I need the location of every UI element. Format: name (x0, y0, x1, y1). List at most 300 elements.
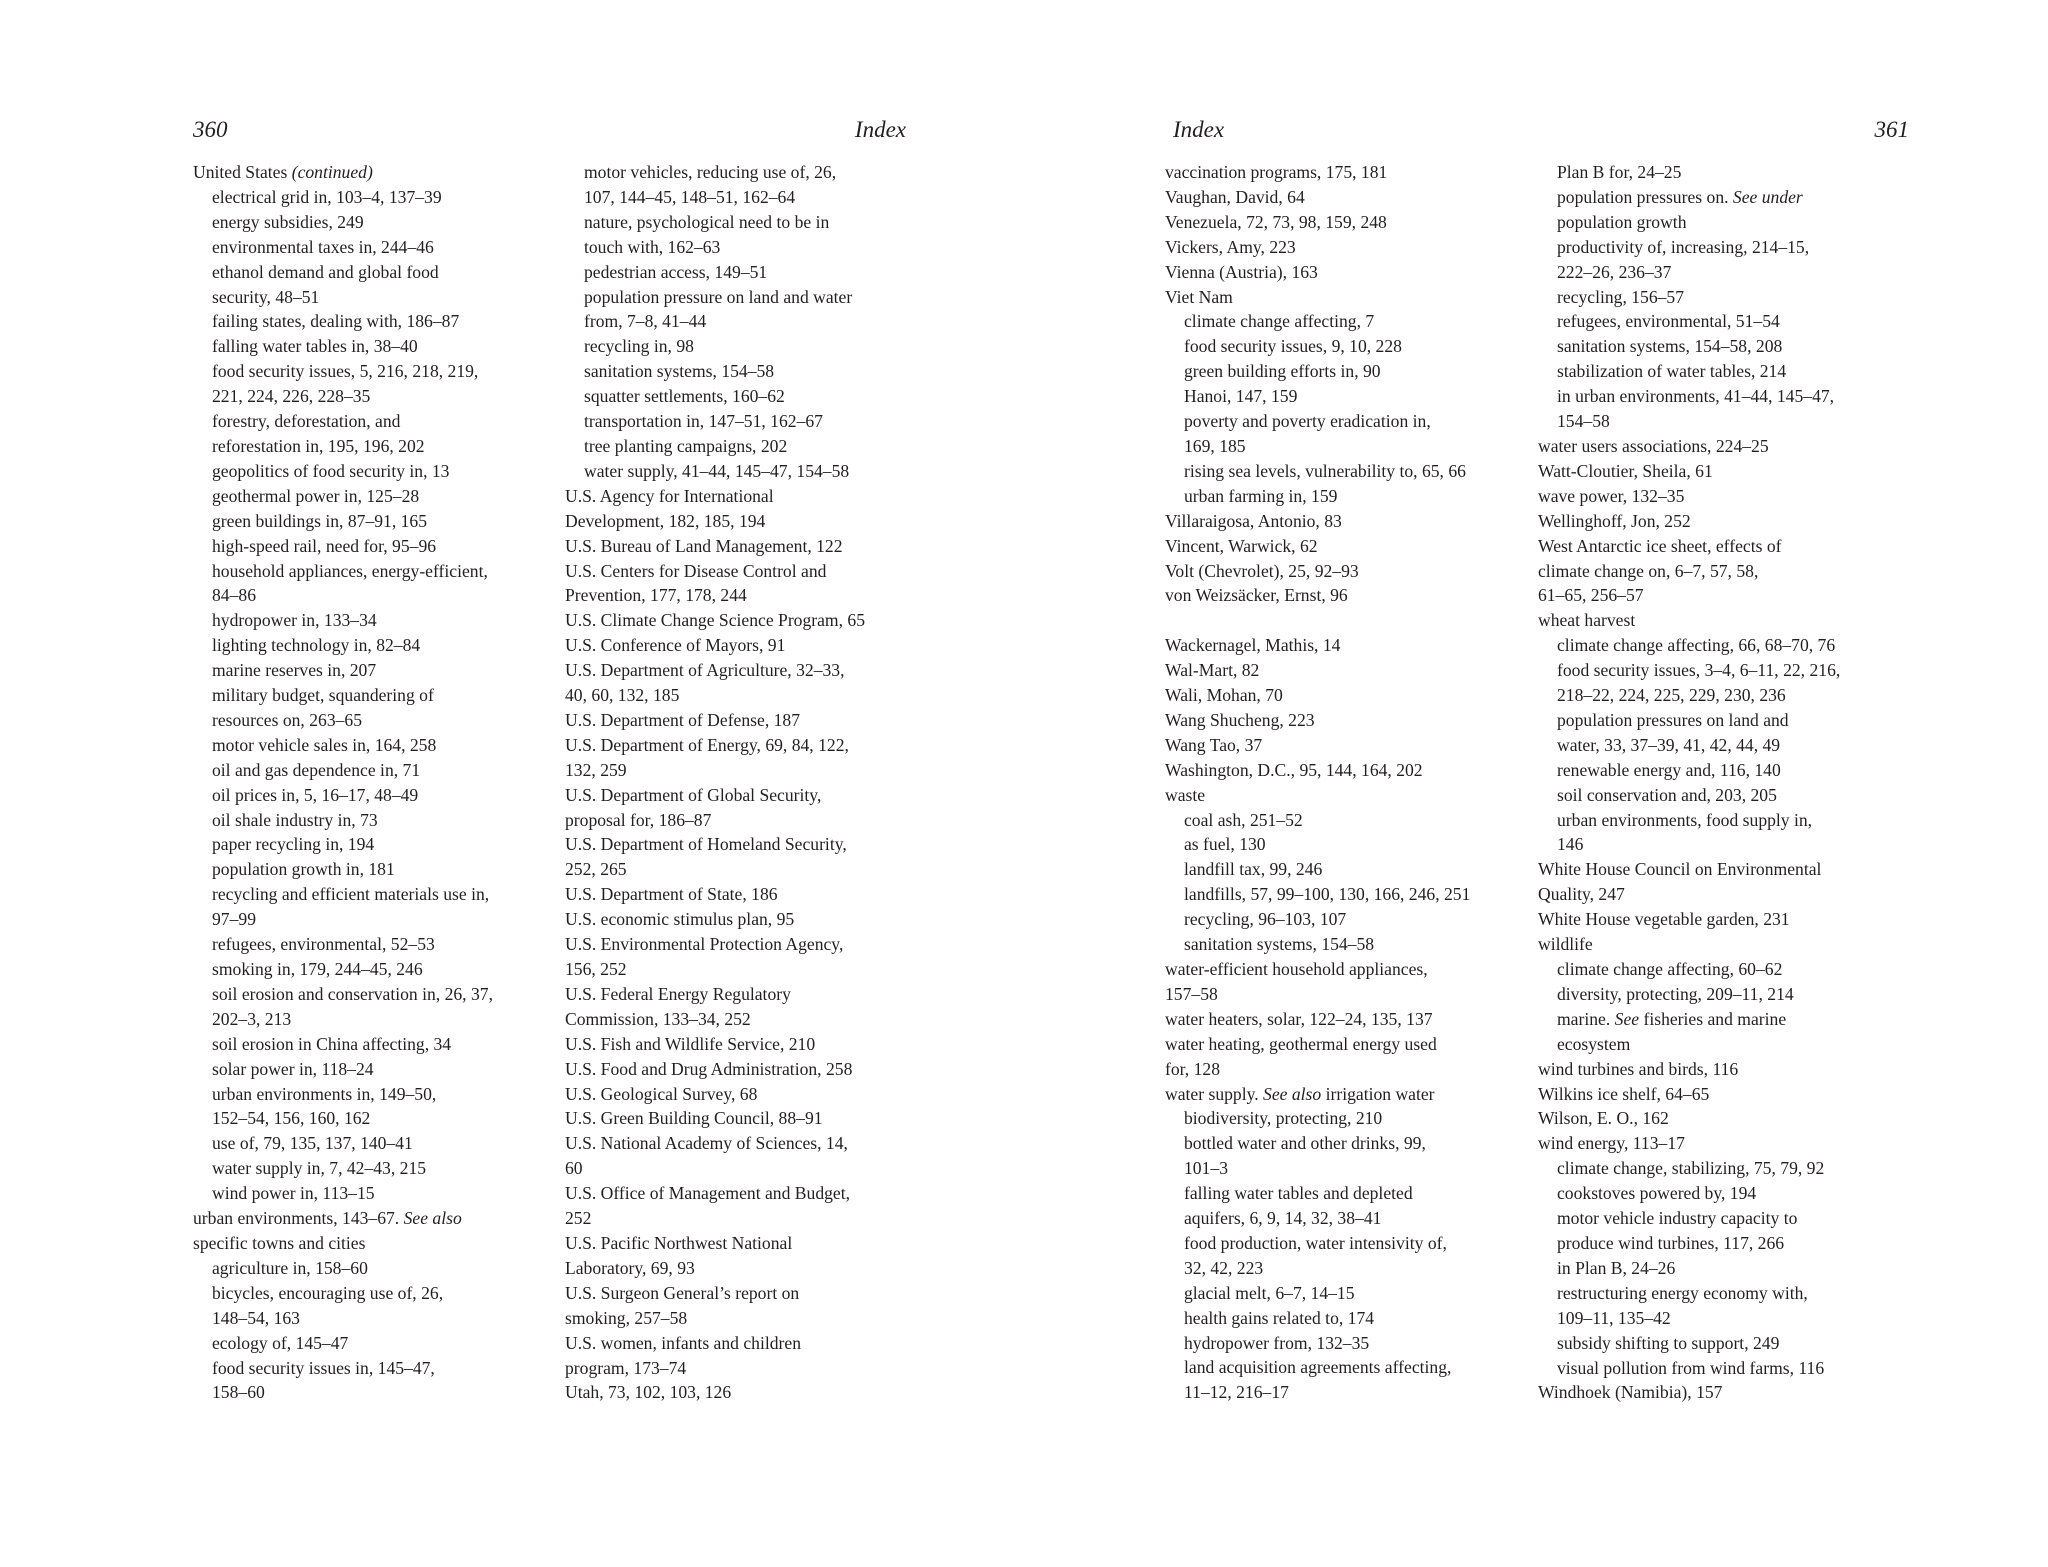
entry-text: recycling in, 98 (584, 336, 694, 357)
entry-continuation: 221, 224, 226, 228–35 (212, 386, 371, 407)
index-entry (565, 1231, 905, 1281)
entry-text: glacial melt, 6–7, 14–15 (1184, 1282, 1355, 1303)
entry-text: U.S. Surgeon General’s report on (565, 1282, 800, 1303)
index-subentry (193, 882, 533, 932)
entry-text: squatter settlements, 160–62 (584, 386, 785, 407)
index-entry (565, 608, 905, 633)
entry-text: Wellinghoff, Jon, 252 (1538, 510, 1691, 531)
entry-continuation: 218–22, 224, 225, 229, 230, 236 (1557, 685, 1786, 706)
index-subentry (565, 409, 905, 434)
entry-text: urban environments, 143–67. See also (193, 1208, 462, 1229)
entry-text: food production, water intensivity of, (1184, 1232, 1447, 1253)
index-subentry (193, 832, 533, 857)
index-subentry (1538, 235, 1878, 285)
index-subentry (1538, 982, 1878, 1007)
index-entry (1165, 1082, 1505, 1107)
index-entry (1538, 534, 1878, 609)
index-subentry (1538, 1281, 1878, 1331)
index-subentry (193, 1356, 533, 1406)
index-column (193, 160, 533, 1405)
entry-text: U.S. economic stimulus plan, 95 (565, 909, 795, 930)
entry-text: water-efficient household appliances, (1165, 958, 1428, 979)
entry-text: oil prices in, 5, 16–17, 48–49 (212, 784, 419, 805)
entry-continuation: from, 7–8, 41–44 (584, 311, 707, 332)
entry-text: wind energy, 113–17 (1538, 1133, 1685, 1154)
entry-text: productivity of, increasing, 214–15, (1557, 236, 1810, 257)
entry-text: Watt-Cloutier, Sheila, 61 (1538, 460, 1713, 481)
entry-text: bicycles, encouraging use of, 26, (212, 1282, 444, 1303)
entry-text: recycling, 96–103, 107 (1184, 909, 1347, 930)
entry-continuation: specific towns and cities (193, 1232, 366, 1253)
entry-continuation: Commission, 133–34, 252 (565, 1008, 751, 1029)
entry-text: U.S. women, infants and children (565, 1332, 802, 1353)
entry-text: Wilkins ice shelf, 64–65 (1538, 1083, 1710, 1104)
entry-text: Plan B for, 24–25 (1557, 162, 1682, 182)
index-subentry (565, 210, 905, 260)
index-entry (1165, 160, 1505, 185)
entry-text: Volt (Chevrolet), 25, 92–93 (1165, 560, 1359, 581)
index-entry (565, 832, 905, 882)
entry-text: population pressures on. See under (1557, 186, 1803, 207)
index-subentry (1165, 882, 1505, 907)
index-subentry (1165, 1331, 1505, 1356)
entry-text: refugees, environmental, 51–54 (1557, 311, 1780, 332)
index-subentry (1538, 1331, 1878, 1356)
entry-text: Hanoi, 147, 159 (1184, 386, 1298, 407)
index-subentry (193, 309, 533, 334)
entry-text: urban environments in, 149–50, (212, 1083, 437, 1104)
index-subentry (193, 1032, 533, 1057)
entry-text: environmental taxes in, 244–46 (212, 236, 434, 257)
entry-text: hydropower from, 132–35 (1184, 1332, 1370, 1353)
entry-text: as fuel, 130 (1184, 834, 1266, 855)
index-subentry (193, 783, 533, 808)
page-number: 360 (193, 117, 228, 142)
entry-text: soil erosion in China affecting, 34 (212, 1033, 452, 1054)
entry-text: in urban environments, 41–44, 145–47, (1557, 386, 1835, 407)
entry-continuation: Development, 182, 185, 194 (565, 510, 766, 531)
index-subentry (1538, 808, 1878, 858)
index-entry (1538, 434, 1878, 459)
entry-continuation: 156, 252 (565, 959, 627, 979)
index-subentry (1538, 1007, 1878, 1057)
entry-text: population growth in, 181 (212, 859, 395, 880)
entry-text: climate change affecting, 60–62 (1557, 959, 1783, 979)
entry-text: urban environments, food supply in, (1557, 809, 1813, 830)
entry-text: water heaters, solar, 122–24, 135, 137 (1165, 1008, 1433, 1029)
entry-text: military budget, squandering of (212, 685, 434, 706)
entry-text: U.S. National Academy of Sciences, 14, (565, 1133, 848, 1154)
index-entry (1165, 185, 1505, 210)
entry-text: U.S. Office of Management and Budget, (565, 1183, 851, 1204)
entry-text: ecology of, 145–47 (212, 1332, 349, 1353)
entry-text: Utah, 73, 102, 103, 126 (565, 1382, 732, 1403)
running-head: Index (854, 117, 906, 142)
index-entry (565, 733, 905, 783)
entry-text: biodiversity, protecting, 210 (1184, 1108, 1383, 1129)
index-subentry (565, 459, 905, 484)
entry-text: forestry, deforestation, and (212, 411, 401, 432)
index-subentry (1538, 285, 1878, 310)
entry-text: Wilson, E. O., 162 (1538, 1108, 1669, 1129)
index-entry (1538, 907, 1878, 932)
index-entry (565, 484, 905, 534)
index-subentry (1165, 459, 1505, 484)
entry-text: population pressures on land and (1557, 709, 1789, 730)
entry-text: agriculture in, 158–60 (212, 1257, 368, 1278)
entry-continuation: 169, 185 (1184, 435, 1246, 456)
index-entry (1538, 459, 1878, 484)
index-entry (1165, 733, 1505, 758)
entry-text: U.S. Bureau of Land Management, 122 (565, 535, 843, 556)
index-subentry (1538, 658, 1878, 708)
entry-continuation: 252 (565, 1208, 592, 1229)
index-entry (565, 1281, 905, 1331)
entry-text: falling water tables and depleted (1184, 1183, 1413, 1204)
entry-continuation: for, 128 (1165, 1058, 1220, 1079)
index-subentry (193, 409, 533, 459)
entry-text: population pressure on land and water (584, 286, 853, 307)
entry-text: U.S. Agency for International (565, 485, 774, 506)
entry-text: climate change affecting, 66, 68–70, 76 (1557, 635, 1836, 656)
index-subentry (193, 982, 533, 1032)
entry-text: U.S. Food and Drug Administration, 258 (565, 1058, 853, 1079)
index-entry (1165, 1032, 1505, 1082)
entry-text: food security issues in, 145–47, (212, 1357, 435, 1378)
entry-continuation: 40, 60, 132, 185 (565, 685, 680, 706)
index-entry (565, 658, 905, 708)
entry-text: food security issues, 9, 10, 228 (1184, 336, 1402, 357)
index-subentry (193, 1256, 533, 1281)
entry-text: solar power in, 118–24 (212, 1058, 374, 1079)
entry-continuation: 154–58 (1557, 411, 1610, 432)
index-entry (1165, 260, 1505, 285)
index-entry (1165, 534, 1505, 559)
entry-text: water supply in, 7, 42–43, 215 (212, 1158, 427, 1179)
index-column (1538, 160, 1878, 1405)
entry-text: bottled water and other drinks, 99, (1184, 1133, 1426, 1154)
entry-continuation: 84–86 (212, 585, 256, 606)
entry-text: high-speed rail, need for, 95–96 (212, 535, 437, 556)
index-subentry (193, 658, 533, 683)
index-entry (1165, 1007, 1505, 1032)
entry-continuation: 97–99 (212, 909, 256, 930)
entry-text: Venezuela, 72, 73, 98, 159, 248 (1165, 211, 1387, 232)
entry-text: in Plan B, 24–26 (1557, 1257, 1676, 1278)
entry-continuation: 252, 265 (565, 859, 627, 880)
index-subentry (1538, 708, 1878, 758)
entry-continuation: climate change on, 6–7, 57, 58, (1538, 560, 1759, 581)
index-subentry (1165, 409, 1505, 459)
index-entry (1538, 1380, 1878, 1405)
index-subentry (1538, 1356, 1878, 1381)
entry-continuation: touch with, 162–63 (584, 236, 721, 257)
index-subentry (565, 359, 905, 384)
index-subentry (565, 434, 905, 459)
index-entry (565, 708, 905, 733)
entry-text: soil conservation and, 203, 205 (1557, 784, 1777, 805)
index-subentry (193, 1156, 533, 1181)
index-subentry (193, 1057, 533, 1082)
entry-continuation: population growth (1557, 211, 1687, 232)
entry-text: recycling, 156–57 (1557, 286, 1685, 307)
entry-text: water heating, geothermal energy used (1165, 1033, 1437, 1054)
index-entry (565, 1181, 905, 1231)
index-subentry (565, 260, 905, 285)
entry-text: Vickers, Amy, 223 (1165, 236, 1296, 257)
entry-text: motor vehicle industry capacity to (1557, 1208, 1798, 1229)
entry-text: land acquisition agreements affecting, (1184, 1357, 1452, 1378)
entry-text: water supply. See also irrigation water (1165, 1083, 1435, 1104)
entry-text: falling water tables in, 38–40 (212, 336, 418, 357)
entry-continuation: 152–54, 156, 160, 162 (212, 1108, 371, 1129)
entry-text: oil and gas dependence in, 71 (212, 759, 421, 780)
index-subentry (1165, 808, 1505, 833)
entry-text: U.S. Geological Survey, 68 (565, 1083, 758, 1104)
index-subentry (193, 260, 533, 310)
index-subentry (1538, 384, 1878, 434)
entry-text: household appliances, energy-efficient, (212, 560, 488, 581)
entry-text: Vaughan, David, 64 (1165, 186, 1305, 207)
entry-continuation: resources on, 263–65 (212, 709, 363, 730)
entry-continuation: 202–3, 213 (212, 1008, 292, 1029)
entry-text: wave power, 132–35 (1538, 485, 1685, 506)
entry-text: wind turbines and birds, 116 (1538, 1058, 1739, 1079)
page-number: 361 (1874, 117, 1909, 142)
index-entry (565, 559, 905, 609)
entry-text: water supply, 41–44, 145–47, 154–58 (584, 460, 850, 481)
entry-text: Vienna (Austria), 163 (1165, 261, 1318, 282)
index-entry (565, 534, 905, 559)
entry-text: U.S. Centers for Disease Control and (565, 560, 827, 581)
entry-text: U.S. Pacific Northwest National (565, 1232, 793, 1253)
entry-continuation: 132, 259 (565, 759, 627, 780)
entry-text: paper recycling in, 194 (212, 834, 375, 855)
entry-continuation: 158–60 (212, 1382, 265, 1403)
index-entry (193, 1206, 533, 1256)
entry-text: motor vehicles, reducing use of, 26, (584, 162, 837, 182)
entry-text: electrical grid in, 103–4, 137–39 (212, 186, 442, 207)
index-subentry (1538, 957, 1878, 982)
index-entry (1538, 932, 1878, 957)
index-entry (1538, 1131, 1878, 1156)
index-subentry (1538, 758, 1878, 783)
entry-text: United States (continued) (193, 162, 373, 182)
index-entry (565, 1082, 905, 1107)
entry-text: poverty and poverty eradication in, (1184, 411, 1431, 432)
index-entry (565, 783, 905, 833)
index-entry (1165, 783, 1505, 808)
index-subentry (193, 857, 533, 882)
entry-text: marine. See fisheries and marine (1557, 1008, 1787, 1029)
index-entry (565, 1057, 905, 1082)
index-subentry (193, 484, 533, 509)
entry-text: Windhoek (Namibia), 157 (1538, 1382, 1723, 1403)
entry-text: restructuring energy economy with, (1557, 1282, 1808, 1303)
entry-text: recycling and efficient materials use in, (212, 884, 490, 905)
entry-text: health gains related to, 174 (1184, 1307, 1375, 1328)
entry-text: hydropower in, 133–34 (212, 610, 377, 631)
entry-continuation: 60 (565, 1158, 583, 1179)
entry-continuation: 32, 42, 223 (1184, 1257, 1264, 1278)
index-entry (1165, 509, 1505, 534)
entry-text: U.S. Federal Energy Regulatory (565, 983, 791, 1004)
index-entry (565, 1032, 905, 1057)
entry-text: vaccination programs, 175, 181 (1165, 162, 1388, 182)
index-subentry (193, 608, 533, 633)
index-subentry (193, 235, 533, 260)
entry-continuation: 101–3 (1184, 1158, 1228, 1179)
index-subentry (1165, 832, 1505, 857)
entry-text: urban farming in, 159 (1184, 485, 1338, 506)
entry-text: tree planting campaigns, 202 (584, 435, 788, 456)
index-subentry (1165, 359, 1505, 384)
entry-text: ethanol demand and global food (212, 261, 439, 282)
entry-text: Villaraigosa, Antonio, 83 (1165, 510, 1342, 531)
entry-text: U.S. Conference of Mayors, 91 (565, 635, 786, 656)
entry-continuation: produce wind turbines, 117, 266 (1557, 1232, 1785, 1253)
entry-text: failing states, dealing with, 186–87 (212, 311, 460, 332)
index-entry (1165, 235, 1505, 260)
index-subentry (1165, 1281, 1505, 1306)
index-entry (1165, 683, 1505, 708)
index-subentry (1538, 783, 1878, 808)
index-entry (1165, 758, 1505, 783)
index-entry (1538, 857, 1878, 907)
entry-continuation: reforestation in, 195, 196, 202 (212, 435, 425, 456)
entry-continuation: 146 (1557, 834, 1584, 855)
entry-text: U.S. Climate Change Science Program, 65 (565, 610, 866, 631)
entry-text: motor vehicle sales in, 164, 258 (212, 734, 437, 755)
entry-text: West Antarctic ice sheet, effects of (1538, 535, 1782, 556)
index-column (565, 160, 905, 1405)
entry-text: smoking in, 179, 244–45, 246 (212, 959, 423, 979)
entry-text: White House vegetable garden, 231 (1538, 909, 1790, 930)
index-subentry (193, 534, 533, 559)
index-entry (565, 1331, 905, 1381)
entry-continuation: 222–26, 236–37 (1557, 261, 1672, 282)
entry-text: geothermal power in, 125–28 (212, 485, 420, 506)
index-subentry (193, 459, 533, 484)
index-entry (1165, 658, 1505, 683)
index-subentry (193, 932, 533, 957)
entry-text: refugees, environmental, 52–53 (212, 934, 435, 955)
index-entry (565, 633, 905, 658)
index-subentry (193, 559, 533, 609)
index-subentry (1165, 1231, 1505, 1281)
index-entry (1165, 708, 1505, 733)
entry-text: visual pollution from wind farms, 116 (1557, 1357, 1825, 1378)
index-subentry (193, 683, 533, 733)
index-subentry (193, 1331, 533, 1356)
index-subentry (1538, 185, 1878, 235)
entry-text: landfill tax, 99, 246 (1184, 859, 1323, 880)
index-subentry (565, 384, 905, 409)
entry-text: coal ash, 251–52 (1184, 809, 1303, 830)
index-subentry (1538, 359, 1878, 384)
entry-text: sanitation systems, 154–58, 208 (1557, 336, 1783, 357)
index-subentry (193, 808, 533, 833)
entry-text: transportation in, 147–51, 162–67 (584, 411, 823, 432)
entry-continuation: 109–11, 135–42 (1557, 1307, 1671, 1328)
entry-text: U.S. Department of State, 186 (565, 884, 778, 905)
index-subentry (1538, 309, 1878, 334)
entry-text: nature, psychological need to be in (584, 211, 830, 232)
entry-text: stabilization of water tables, 214 (1557, 361, 1787, 382)
entry-text: U.S. Green Building Council, 88–91 (565, 1108, 823, 1129)
index-subentry (193, 1281, 533, 1331)
index-subentry (1165, 1131, 1505, 1181)
index-entry (565, 982, 905, 1032)
entry-text: geopolitics of food security in, 13 (212, 460, 450, 481)
index-subentry (565, 285, 905, 335)
index-entry (1538, 509, 1878, 534)
index-subentry (1538, 160, 1878, 185)
index-subentry (1165, 857, 1505, 882)
entry-text: lighting technology in, 82–84 (212, 635, 421, 656)
entry-text: energy subsidies, 249 (212, 211, 364, 232)
entry-continuation: ecosystem (1557, 1033, 1631, 1054)
entry-text: wind power in, 113–15 (212, 1183, 375, 1204)
entry-text: U.S. Department of Agriculture, 32–33, (565, 660, 845, 681)
entry-text: subsidy shifting to support, 249 (1557, 1332, 1780, 1353)
entry-text: marine reserves in, 207 (212, 660, 377, 681)
entry-text: food security issues, 5, 216, 218, 219, (212, 361, 479, 382)
index-entry (565, 1380, 905, 1405)
index-entry (1165, 285, 1505, 310)
entry-text: sanitation systems, 154–58 (1184, 934, 1375, 955)
entry-continuation: smoking, 257–58 (565, 1307, 688, 1328)
index-subentry (1165, 1306, 1505, 1331)
index-entry (1165, 633, 1505, 658)
index-entry (1538, 1057, 1878, 1082)
entry-text: wheat harvest (1538, 610, 1636, 631)
entry-text: climate change affecting, 7 (1184, 311, 1375, 332)
entry-continuation: 157–58 (1165, 983, 1218, 1004)
index-entry (1538, 1106, 1878, 1131)
index-subentry (193, 334, 533, 359)
entry-text: Wang Tao, 37 (1165, 734, 1263, 755)
entry-text: renewable energy and, 116, 140 (1557, 759, 1781, 780)
index-subentry (193, 359, 533, 409)
index-subentry (1165, 384, 1505, 409)
entry-text: U.S. Department of Global Security, (565, 784, 822, 805)
index-entry (565, 1106, 905, 1131)
entry-text: U.S. Department of Defense, 187 (565, 709, 801, 730)
index-entry (1538, 1082, 1878, 1107)
entry-continuation: security, 48–51 (212, 286, 320, 307)
entry-text: Wackernagel, Mathis, 14 (1165, 635, 1341, 656)
index-entry (1165, 583, 1505, 608)
index-subentry (1165, 334, 1505, 359)
index-entry (1538, 484, 1878, 509)
index-entry (565, 882, 905, 907)
entry-continuation: 61–65, 256–57 (1538, 585, 1644, 606)
entry-text: U.S. Department of Energy, 69, 84, 122, (565, 734, 849, 755)
entry-continuation: Prevention, 177, 178, 244 (565, 585, 747, 606)
entry-text: green building efforts in, 90 (1184, 361, 1381, 382)
index-entry (193, 160, 533, 185)
index-entry (565, 907, 905, 932)
index-subentry (1165, 1181, 1505, 1231)
entry-text: pedestrian access, 149–51 (584, 261, 768, 282)
entry-text: Washington, D.C., 95, 144, 164, 202 (1165, 759, 1423, 780)
index-subentry (193, 733, 533, 758)
entry-continuation: water, 33, 37–39, 41, 42, 44, 49 (1557, 734, 1781, 755)
index-entry (565, 932, 905, 982)
entry-text: landfills, 57, 99–100, 130, 166, 246, 251 (1184, 884, 1471, 905)
index-subentry (1165, 1355, 1505, 1405)
